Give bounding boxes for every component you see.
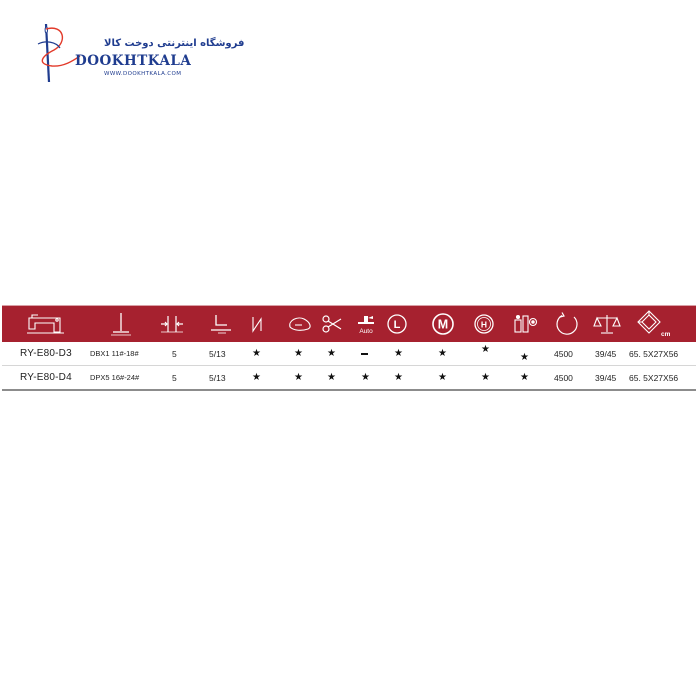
- speed-value: 4500: [554, 348, 573, 359]
- auto-foot-lifter-icon: [352, 306, 380, 342]
- sewing-machine-icon: [24, 306, 68, 342]
- package-size-icon: [635, 306, 671, 342]
- package-size-value: 65. 5X27X56: [629, 372, 679, 383]
- table-row: [2, 342, 696, 366]
- medium-duty-letter: M: [437, 317, 449, 332]
- package-size-value: 65. 5X27X56: [629, 348, 679, 359]
- weight-value: 39/45: [595, 348, 617, 359]
- logo-brand-name: DOOKHTKALA: [75, 53, 192, 69]
- heavy-duty-star: ★: [481, 344, 490, 355]
- auto-lifter-dash: [361, 342, 368, 365]
- medium-duty-star: ★: [438, 372, 447, 383]
- stitch-length-icon: [158, 306, 186, 342]
- presser-foot-lift: 5/13: [209, 348, 226, 359]
- speed-value: 4500: [554, 372, 573, 383]
- trimmer-star: ★: [327, 372, 336, 383]
- presser-foot-lift-icon: [207, 306, 235, 342]
- reverse-stitch-icon: [246, 306, 268, 342]
- stitch-length: 5: [172, 372, 177, 383]
- heavy-duty-letter: H: [480, 319, 488, 330]
- heavy-duty-star: ★: [481, 372, 490, 383]
- package-size-unit: cm: [661, 331, 670, 338]
- logo-url: WWW.DOOKHTKALA.COM: [104, 71, 182, 77]
- thread-trimmer-icon: [320, 306, 344, 342]
- stitch-length: 5: [172, 348, 177, 359]
- control-panel-icon: [511, 306, 539, 342]
- table-header: [2, 305, 696, 342]
- dash-mark: [361, 353, 368, 355]
- speed-rpm-icon: [553, 306, 581, 342]
- medium-duty-icon: [430, 306, 456, 342]
- control-panel-star: ★: [520, 372, 529, 383]
- medium-duty-star: ★: [438, 348, 447, 359]
- thread-path-star: ★: [294, 348, 303, 359]
- table-row: [2, 366, 696, 391]
- presser-foot-lift: 5/13: [209, 372, 226, 383]
- needle-system: DBX1 11#-18#: [90, 349, 139, 358]
- trimmer-star: ★: [327, 348, 336, 359]
- spec-table: [2, 305, 696, 391]
- store-logo[interactable]: [34, 20, 245, 86]
- auto-lifter-star: ★: [361, 372, 370, 383]
- control-panel-star: ★: [520, 352, 529, 363]
- light-duty-letter: L: [393, 319, 401, 331]
- weight-scale-icon: [592, 306, 622, 342]
- model-name: RY-E80-D3: [20, 348, 72, 359]
- thread-path-star: ★: [294, 372, 303, 383]
- needle-system: DPX5 16#-24#: [90, 373, 140, 382]
- light-duty-star: ★: [394, 372, 403, 383]
- model-name: RY-E80-D4: [20, 372, 72, 383]
- needle-system-icon: [106, 306, 136, 342]
- light-duty-icon: [385, 306, 409, 342]
- reverse-stitch-star: ★: [252, 348, 261, 359]
- logo-persian-text: فروشگاه اینترنتی دوخت کالا: [104, 38, 245, 49]
- auto-label: Auto: [359, 327, 373, 335]
- thread-path-icon: [285, 306, 315, 342]
- reverse-stitch-star: ★: [252, 372, 261, 383]
- heavy-duty-icon: [472, 306, 496, 342]
- light-duty-star: ★: [394, 348, 403, 359]
- weight-value: 39/45: [595, 372, 617, 383]
